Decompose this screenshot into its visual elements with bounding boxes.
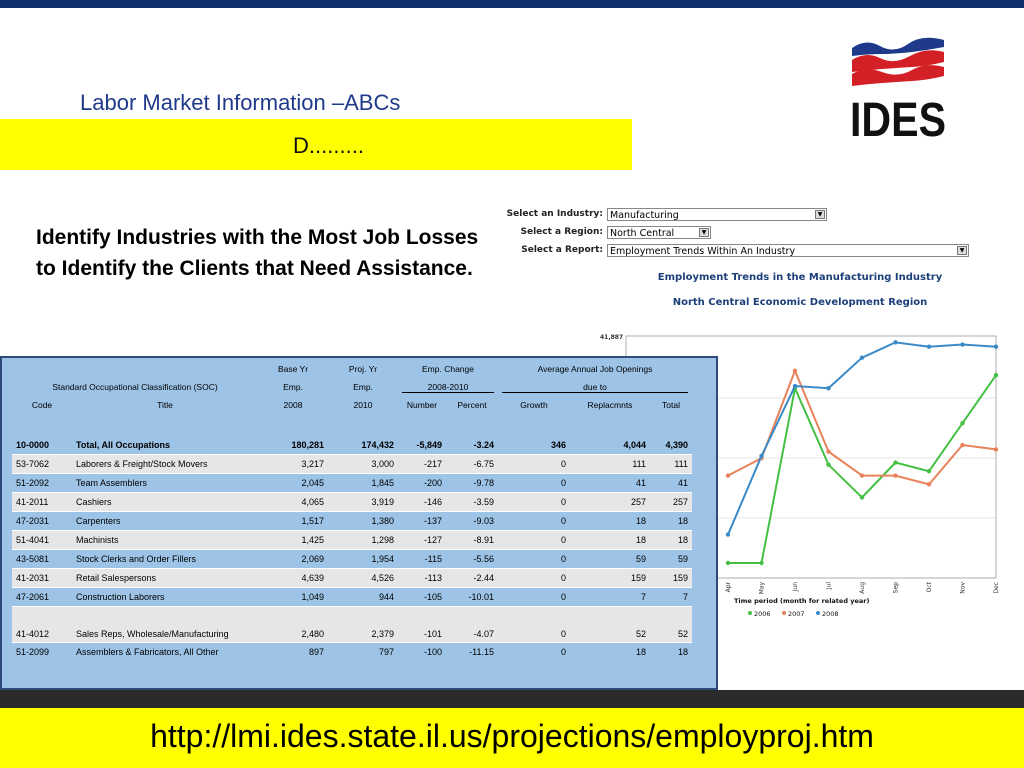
cell-base: 2,480 [258, 607, 328, 643]
table-row [12, 455, 692, 474]
col-number: Number [398, 396, 446, 414]
cell-number: -5,849 [398, 436, 446, 455]
data-point [726, 473, 730, 477]
legend-marker [748, 611, 752, 615]
cell-total: 4,390 [650, 436, 692, 455]
legend-label: 2007 [788, 610, 805, 618]
cell-percent: -6.75 [446, 455, 498, 474]
chart-legend [748, 610, 839, 618]
x-tick-label: Nov [959, 582, 967, 594]
cell-number: -217 [398, 455, 446, 474]
col-avg-openings: Average Annual Job Openings [498, 360, 692, 378]
cell-code: 51-2099 [12, 643, 72, 662]
occupation-table [12, 360, 692, 661]
cell-proj: 3,919 [328, 493, 398, 512]
cell-title: Laborers & Freight/Stock Movers [72, 455, 258, 474]
cell-base: 180,281 [258, 436, 328, 455]
select-report-dropdown[interactable] [607, 244, 969, 257]
data-point [994, 447, 998, 451]
cell-growth: 0 [498, 531, 570, 550]
select-industry-label: Select an Industry: [506, 209, 603, 219]
col-due-to: due to [502, 382, 688, 393]
cell-total: 18 [650, 643, 692, 662]
col-title: Title [72, 396, 258, 414]
x-tick-label: Apr [725, 582, 732, 593]
cell-total: 59 [650, 550, 692, 569]
x-tick-label: Jul [825, 582, 833, 590]
data-point [826, 386, 830, 390]
col-soc: Standard Occupational Classification (SOC) [12, 378, 258, 396]
data-point [826, 449, 830, 453]
data-point [759, 561, 763, 565]
legend-marker [782, 611, 786, 615]
data-point [994, 373, 998, 377]
col-change-period: 2008-2010 [402, 382, 494, 393]
data-point [927, 469, 931, 473]
table-row [12, 643, 692, 662]
select-industry-dropdown[interactable] [607, 208, 827, 221]
col-percent: Percent [446, 396, 498, 414]
logo-stripes-icon [852, 38, 944, 86]
cell-base: 4,639 [258, 569, 328, 588]
cell-percent: -8.91 [446, 531, 498, 550]
cell-replacements: 59 [570, 550, 650, 569]
cell-title: Retail Salespersons [72, 569, 258, 588]
cell-proj: 1,954 [328, 550, 398, 569]
data-point [759, 454, 763, 458]
cell-proj: 944 [328, 588, 398, 607]
legend-marker [816, 611, 820, 615]
cell-title: Cashiers [72, 493, 258, 512]
x-tick-label: Sep [892, 582, 900, 594]
cell-proj: 174,432 [328, 436, 398, 455]
cell-proj: 1,380 [328, 512, 398, 531]
slide-title: Labor Market Information –ABCs [80, 90, 401, 115]
cell-base: 897 [258, 643, 328, 662]
data-point [893, 460, 897, 464]
occupation-table-panel [0, 356, 718, 690]
data-point [860, 495, 864, 499]
y-max-label: 41,887 [600, 334, 624, 341]
cell-percent: -9.78 [446, 474, 498, 493]
cell-growth: 0 [498, 455, 570, 474]
chevron-down-icon[interactable]: ▼ [699, 228, 709, 237]
table-row [12, 607, 692, 643]
table-total-row [12, 436, 692, 455]
cell-number: -127 [398, 531, 446, 550]
data-point [960, 443, 964, 447]
cell-number: -101 [398, 607, 446, 643]
chart-title: Employment Trends in the Manufacturing Industry [657, 272, 943, 283]
logo-text: IDES [850, 94, 946, 147]
cell-title: Stock Clerks and Order Fillers [72, 550, 258, 569]
cell-code: 10-0000 [12, 436, 72, 455]
cell-code: 41-2011 [12, 493, 72, 512]
col-base-year: 2008 [258, 396, 328, 414]
cell-total: 41 [650, 474, 692, 493]
cell-number: -113 [398, 569, 446, 588]
data-point [860, 355, 864, 359]
cell-replacements: 159 [570, 569, 650, 588]
cell-number: -146 [398, 493, 446, 512]
data-point [960, 421, 964, 425]
source-url-link[interactable]: http://lmi.ides.state.il.us/projections/employproj.htm [150, 718, 874, 754]
cell-replacements: 18 [570, 643, 650, 662]
select-report-label: Select a Report: [521, 245, 603, 255]
cell-base: 1,049 [258, 588, 328, 607]
cell-title: Total, All Occupations [72, 436, 258, 455]
col-base-emp: Emp. [258, 378, 328, 396]
series-line-2007 [728, 371, 996, 485]
cell-code: 51-2092 [12, 474, 72, 493]
cell-code: 41-4012 [12, 607, 72, 643]
cell-percent: -3.59 [446, 493, 498, 512]
cell-replacements: 257 [570, 493, 650, 512]
col-proj-year: 2010 [328, 396, 398, 414]
cell-base: 1,517 [258, 512, 328, 531]
cell-replacements: 52 [570, 607, 650, 643]
cell-total: 111 [650, 455, 692, 474]
cell-base: 4,065 [258, 493, 328, 512]
cell-growth: 346 [498, 436, 570, 455]
cell-percent: -10.01 [446, 588, 498, 607]
cell-proj: 1,845 [328, 474, 398, 493]
data-point [994, 345, 998, 349]
cell-title: Machinists [72, 531, 258, 550]
cell-base: 2,045 [258, 474, 328, 493]
cell-code: 47-2061 [12, 588, 72, 607]
data-point [793, 369, 797, 373]
cell-replacements: 41 [570, 474, 650, 493]
cell-replacements: 4,044 [570, 436, 650, 455]
table-row [12, 569, 692, 588]
cell-title: Sales Reps, Wholesale/Manufacturing [72, 607, 258, 643]
col-growth: Growth [498, 396, 570, 414]
cell-proj: 3,000 [328, 455, 398, 474]
cell-replacements: 7 [570, 588, 650, 607]
cell-growth: 0 [498, 569, 570, 588]
data-point [826, 462, 830, 466]
select-region-label: Select a Region: [520, 227, 603, 237]
table-row [12, 474, 692, 493]
data-point [960, 342, 964, 346]
cell-proj: 797 [328, 643, 398, 662]
cell-title: Assemblers & Fabricators, All Other [72, 643, 258, 662]
data-point [893, 473, 897, 477]
cell-title: Construction Laborers [72, 588, 258, 607]
x-tick-label: Dec [993, 582, 1000, 594]
cell-replacements: 18 [570, 512, 650, 531]
legend-label: 2008 [822, 610, 839, 618]
cell-total: 7 [650, 588, 692, 607]
data-point [893, 340, 897, 344]
chevron-down-icon[interactable]: ▼ [815, 210, 825, 219]
col-total: Total [650, 396, 692, 414]
cell-total: 18 [650, 531, 692, 550]
x-tick-label: May [758, 582, 766, 595]
cell-title: Carpenters [72, 512, 258, 531]
cell-base: 2,069 [258, 550, 328, 569]
cell-growth: 0 [498, 607, 570, 643]
cell-base: 1,425 [258, 531, 328, 550]
data-point [726, 532, 730, 536]
data-point [793, 384, 797, 388]
cell-growth: 0 [498, 493, 570, 512]
cell-code: 43-5081 [12, 550, 72, 569]
cell-proj: 4,526 [328, 569, 398, 588]
col-emp-change: Emp. Change [398, 360, 498, 378]
cell-percent: -9.03 [446, 512, 498, 531]
cell-number: -100 [398, 643, 446, 662]
cell-replacements: 18 [570, 531, 650, 550]
cell-growth: 0 [498, 512, 570, 531]
table-row [12, 531, 692, 550]
cell-number: -200 [398, 474, 446, 493]
cell-total: 159 [650, 569, 692, 588]
cell-code: 51-4041 [12, 531, 72, 550]
series-line-2006 [728, 375, 996, 563]
cell-percent: -2.44 [446, 569, 498, 588]
cell-percent: -5.56 [446, 550, 498, 569]
ides-logo [848, 36, 948, 147]
select-region-dropdown[interactable] [607, 226, 711, 239]
slide-subtitle: D......... [293, 133, 364, 158]
data-point [927, 482, 931, 486]
cell-number: -115 [398, 550, 446, 569]
cell-base: 3,217 [258, 455, 328, 474]
x-tick-label: Oct [926, 582, 933, 593]
table-row [12, 588, 692, 607]
cell-code: 53-7062 [12, 455, 72, 474]
cell-total: 257 [650, 493, 692, 512]
chart-subtitle: North Central Economic Development Region [672, 297, 928, 308]
col-proj-yr: Proj. Yr [328, 360, 398, 378]
chart-series [726, 340, 998, 565]
legend-label: 2006 [754, 610, 771, 618]
data-point [860, 473, 864, 477]
cell-growth: 0 [498, 588, 570, 607]
cell-code: 47-2031 [12, 512, 72, 531]
col-proj-emp: Emp. [328, 378, 398, 396]
cell-proj: 1,298 [328, 531, 398, 550]
table-row [12, 493, 692, 512]
top-bar [0, 0, 1024, 8]
table-row [12, 550, 692, 569]
cell-title: Team Assemblers [72, 474, 258, 493]
x-tick-label: Jun [792, 582, 799, 592]
cell-code: 41-2031 [12, 569, 72, 588]
cell-growth: 0 [498, 643, 570, 662]
x-axis-label: Time period (month for related year) [734, 597, 870, 605]
cell-total: 52 [650, 607, 692, 643]
table-row [12, 512, 692, 531]
x-tick-labels [725, 581, 1000, 594]
cell-percent: -4.07 [446, 607, 498, 643]
cell-percent: -3.24 [446, 436, 498, 455]
cell-proj: 2,379 [328, 607, 398, 643]
col-code: Code [12, 396, 72, 414]
cell-number: -105 [398, 588, 446, 607]
select-industry-value: Manufacturing [610, 210, 679, 221]
col-replacements: Replacmnts [570, 396, 650, 414]
cell-percent: -11.15 [446, 643, 498, 662]
bottom-bar [0, 690, 1024, 708]
intro-text: Identify Industries with the Most Job Losses to Identify the Clients that Need Assistance. [36, 226, 479, 280]
select-report-value: Employment Trends Within An Industry [610, 246, 796, 257]
chevron-down-icon[interactable]: ▼ [957, 246, 967, 255]
cell-total: 18 [650, 512, 692, 531]
data-point [927, 345, 931, 349]
cell-replacements: 111 [570, 455, 650, 474]
data-point [726, 561, 730, 565]
col-base-yr: Base Yr [258, 360, 328, 378]
cell-growth: 0 [498, 550, 570, 569]
cell-number: -137 [398, 512, 446, 531]
cell-growth: 0 [498, 474, 570, 493]
x-tick-label: Aug [859, 582, 866, 594]
select-region-value: North Central [610, 228, 675, 239]
